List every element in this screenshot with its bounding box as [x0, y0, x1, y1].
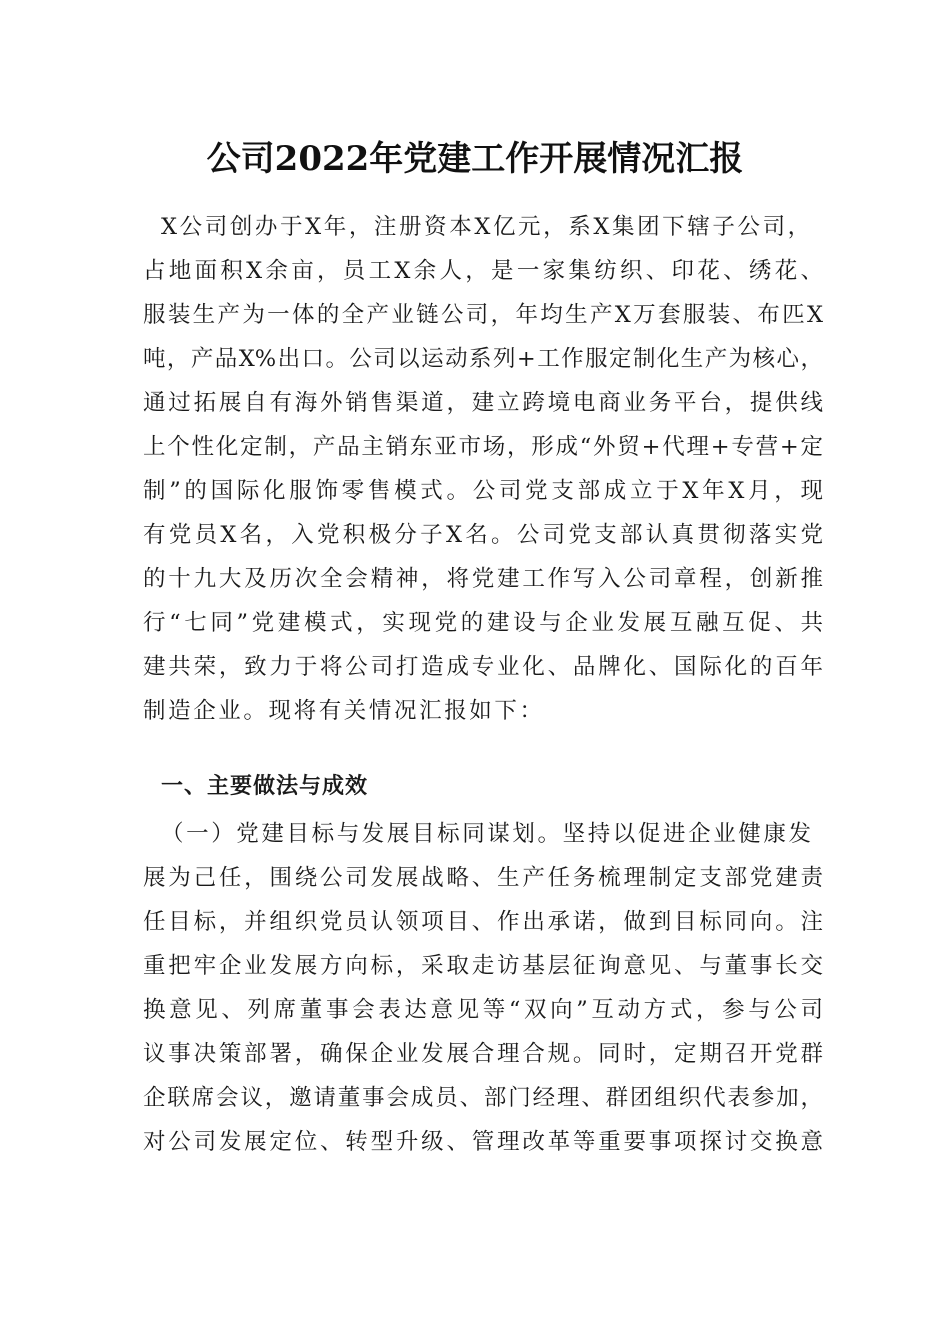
paragraph-line: 有党员X名，入党积极分子X名。公司党支部认真贯彻落实党	[143, 522, 823, 548]
document-title: 公司2022年党建工作开展情况汇报	[206, 139, 744, 179]
paragraph-line: X公司创办于X年，注册资本X亿元，系X集团下辖子公司，	[161, 214, 813, 240]
section-1-paragraph	[143, 812, 823, 1164]
paragraph-line: 展为己任，围绕公司发展战略、生产任务梳理制定支部党建责	[143, 865, 823, 891]
paragraph-line: 企联席会议，邀请董事会成员、部门经理、群团组织代表参加，	[143, 1085, 823, 1111]
paragraph-line: 的十九大及历次全会精神，将党建工作写入公司章程，创新推	[143, 566, 823, 592]
paragraph-line: 行“七同”党建模式，实现党的建设与企业发展互融互促、共	[143, 610, 823, 636]
paragraph-line: 制造企业。现将有关情况汇报如下：	[143, 698, 545, 724]
section-heading-block	[143, 765, 823, 809]
paragraph-line: 服装生产为一体的全产业链公司，年均生产X万套服装、布匹X	[143, 302, 823, 328]
paragraph-line: （一）党建目标与发展目标同谋划。坚持以促进企业健康发	[161, 821, 814, 847]
paragraph-line: 对公司发展定位、转型升级、管理改革等重要事项探讨交换意	[143, 1129, 823, 1155]
paragraph-line: 吨，产品X%出口。公司以运动系列+工作服定制化生产为核心，	[143, 346, 823, 372]
intro-paragraph	[143, 205, 823, 733]
section-heading: 一、主要做法与成效	[161, 774, 369, 799]
paragraph-line: 通过拓展自有海外销售渠道，建立跨境电商业务平台，提供线	[143, 390, 823, 416]
paragraph-line: 制”的国际化服饰零售模式。公司党支部成立于X年X月，现	[143, 478, 823, 504]
paragraph-line: 换意见、列席董事会表达意见等“双向”互动方式，参与公司	[143, 997, 823, 1023]
paragraph-line: 占地面积X余亩，员工X余人，是一家集纺织、印花、绣花、	[143, 258, 823, 284]
paragraph-line: 重把牢企业发展方向标，采取走访基层征询意见、与董事长交	[143, 953, 823, 979]
paragraph-line: 任目标，并组织党员认领项目、作出承诺，做到目标同向。注	[143, 909, 823, 935]
paragraph-line: 上个性化定制，产品主销东亚市场，形成“外贸+代理+专营+定	[143, 434, 823, 460]
paragraph-line: 建共荣，致力于将公司打造成专业化、品牌化、国际化的百年	[143, 654, 823, 680]
paragraph-line: 议事决策部署，确保企业发展合理合规。同时，定期召开党群	[143, 1041, 823, 1067]
